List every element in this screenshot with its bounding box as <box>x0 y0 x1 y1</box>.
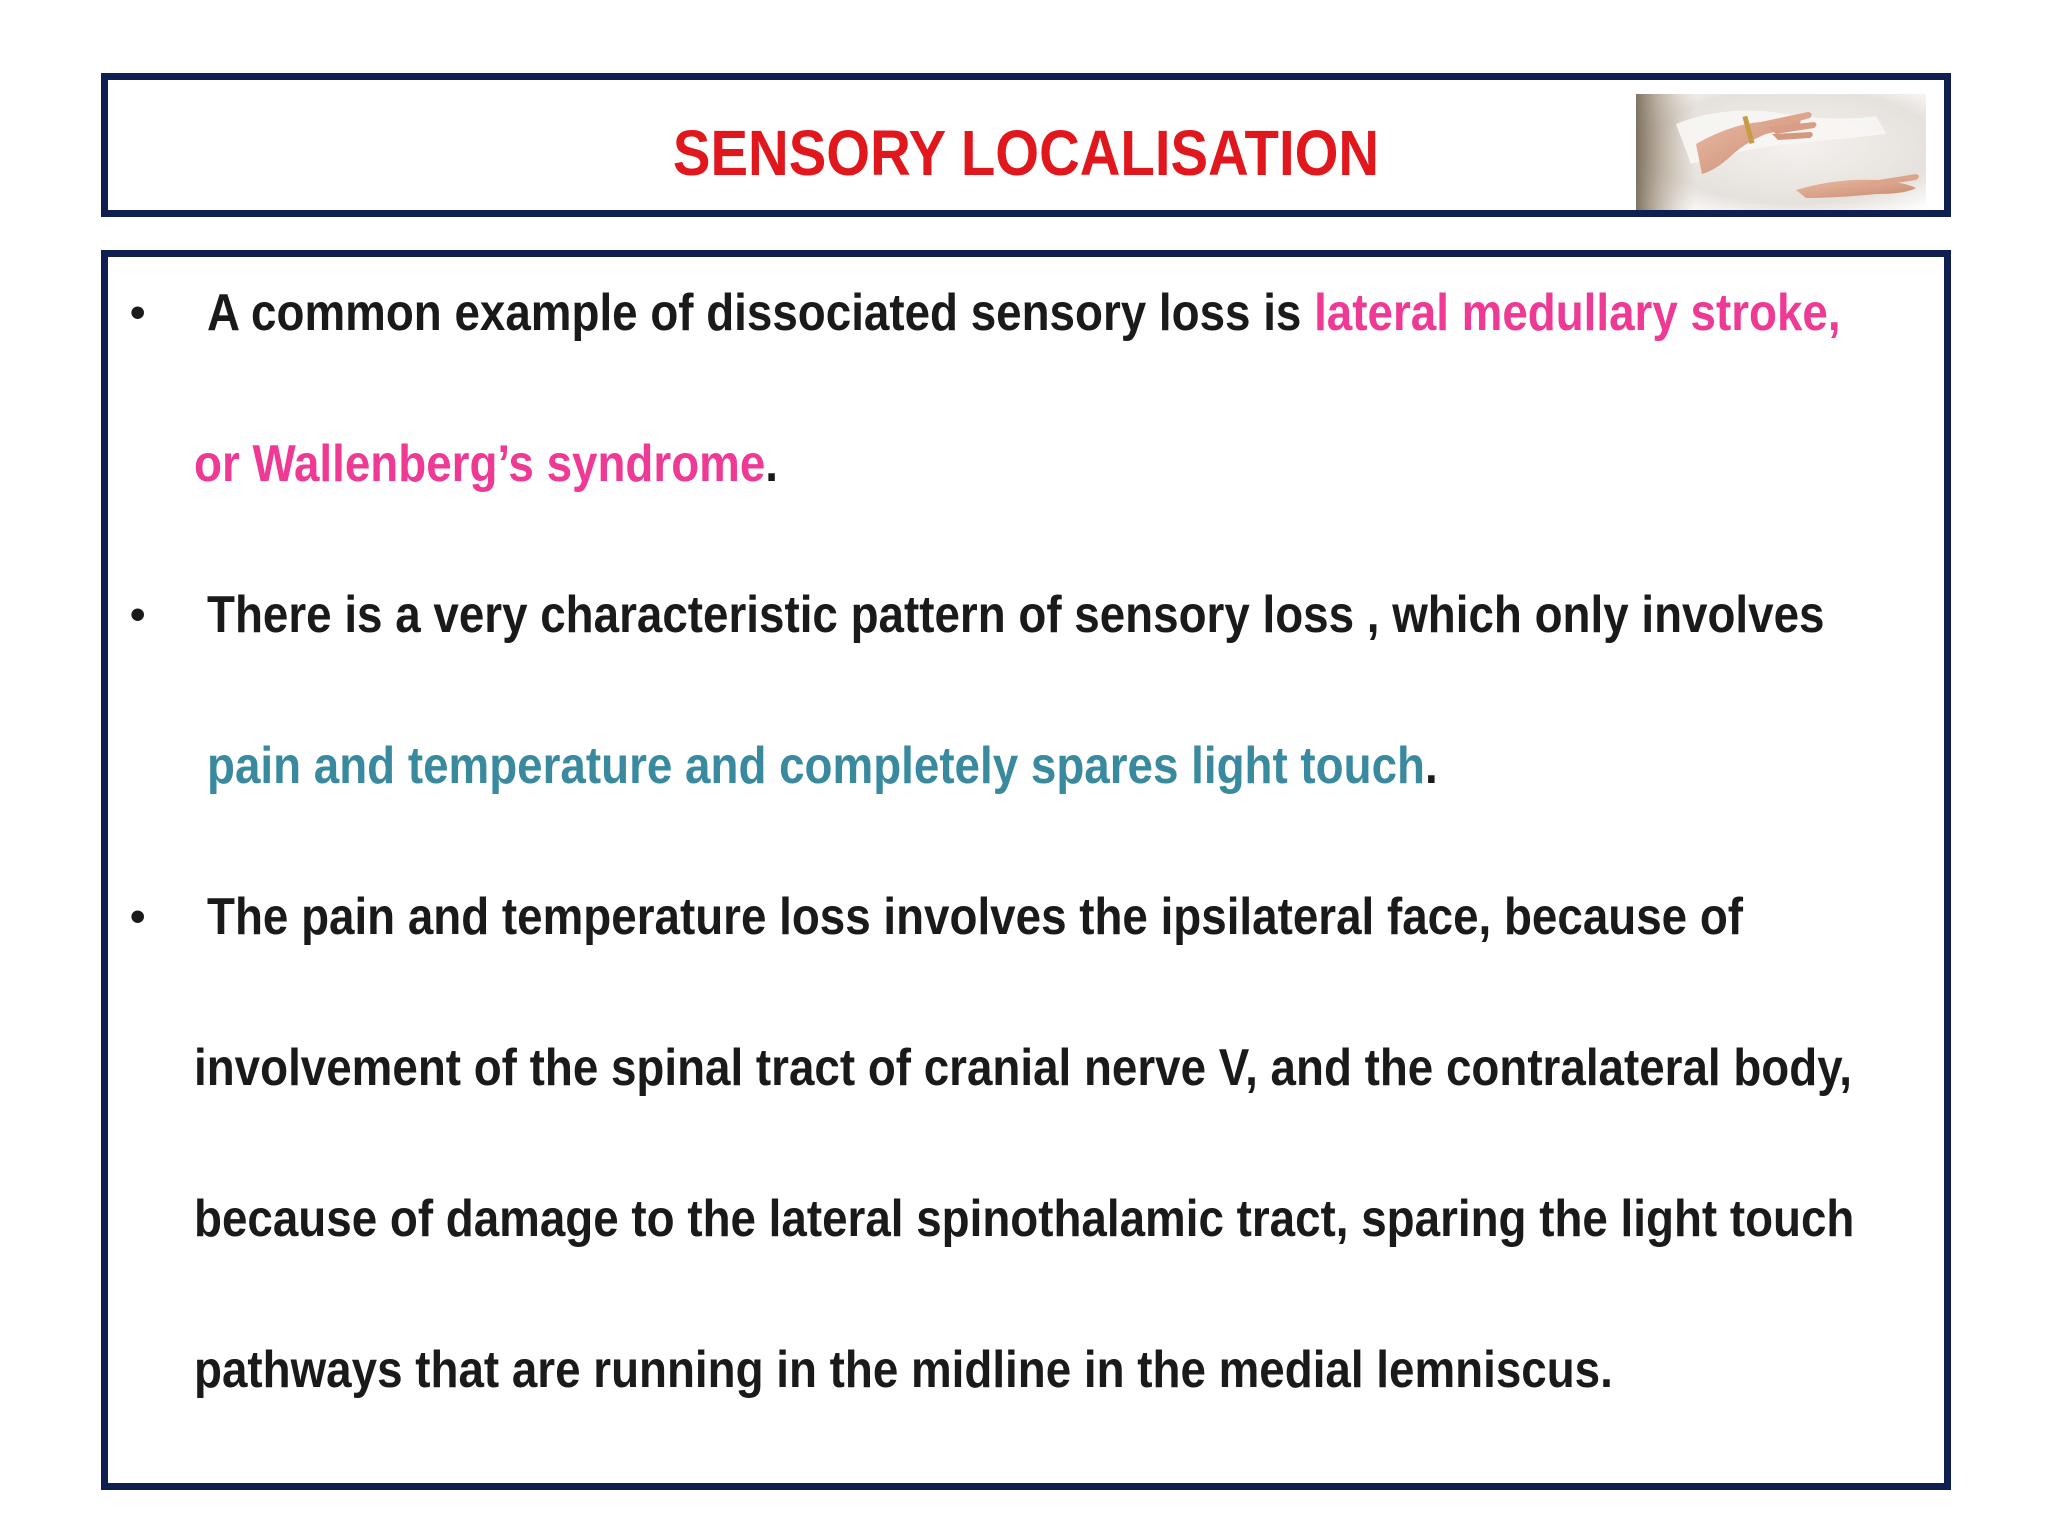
bullet-marker-1: • <box>130 288 146 337</box>
content-box <box>101 250 1951 1490</box>
bullet-3-text-4: pathways that are running in the midline in the medial lemniscus. <box>194 1341 1613 1399</box>
bullet-2-period: . <box>1424 737 1438 795</box>
bullet-2-highlight: pain and temperature and completely spares light touch <box>207 737 1425 795</box>
bullet-3-text-3: because of damage to the lateral spinothalamic tract, sparing the light touch <box>194 1190 1855 1248</box>
bullet-3-line-2 <box>194 1038 1852 1098</box>
bullet-marker-2: • <box>130 590 146 639</box>
bullet-2-line-2 <box>207 736 1438 796</box>
bullet-2-line-1 <box>207 585 1824 645</box>
bullet-2-text: There is a very characteristic pattern of sensory loss , which only involves <box>207 586 1825 644</box>
bullet-1-line-2 <box>194 434 778 494</box>
bullet-3-text-2: involvement of the spinal tract of cranial nerve V, and the contralateral body, <box>194 1039 1852 1097</box>
slide-title: SENSORY LOCALISATION <box>672 117 1380 189</box>
hands-illustration <box>1636 94 1926 210</box>
bullet-3-line-1 <box>207 887 1743 947</box>
bullet-1-text: A common example of dissociated sensory loss is <box>207 284 1315 342</box>
hands-touch-image <box>1636 94 1926 210</box>
bullet-1-line-1 <box>207 283 1841 343</box>
bullet-1-period: . <box>765 435 779 493</box>
bullet-1-highlight-cont: or Wallenberg’s syndrome <box>194 435 766 493</box>
bullet-marker-3: • <box>130 892 146 941</box>
title-box <box>101 73 1951 217</box>
bullet-3-text-1: The pain and temperature loss involves the ipsilateral face, because of <box>207 888 1744 946</box>
bullet-3-line-3 <box>194 1189 1854 1249</box>
bullet-3-line-4 <box>194 1340 1613 1400</box>
bullet-1-highlight: lateral medullary stroke, <box>1314 284 1841 342</box>
